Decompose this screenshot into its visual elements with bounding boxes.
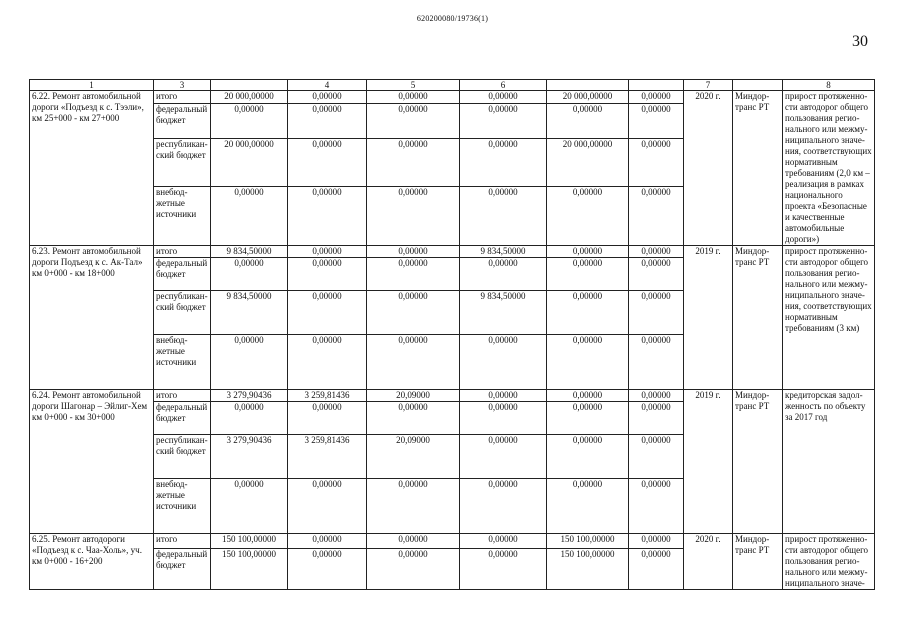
- amount-cell: 3 279,90436: [211, 435, 288, 479]
- amount-cell: 0,00000: [629, 291, 684, 335]
- amount-cell: 0,00000: [629, 91, 684, 104]
- amount-cell: 0,00000: [288, 335, 367, 390]
- amount-cell: 0,00000: [629, 435, 684, 479]
- object-name: 6.24. Ремонт автомобильной дороги Шагонар – Эйлиг-Хем км 0+000 - км 30+000: [30, 390, 154, 534]
- expected-result: прирост протяженности автодорог общего пользования регионального или межмуниципального значения, соответствующих нормативным требованиям (2,0 км – реализация в рамках национального проекта «Безопасные и качественные автомобильные дороги»): [783, 91, 875, 246]
- amount-cell: 0,00000: [460, 548, 547, 589]
- executor: Миндортранс РТ: [733, 534, 783, 590]
- completion-year: 2019 г.: [684, 246, 733, 390]
- header-col-6a: [547, 80, 629, 91]
- amount-cell: 0,00000: [211, 258, 288, 291]
- header-col-6: 6: [460, 80, 547, 91]
- amount-cell: 0,00000: [460, 402, 547, 435]
- amount-cell: 3 279,90436: [211, 390, 288, 402]
- amount-cell: 0,00000: [460, 390, 547, 402]
- amount-cell: 20,09000: [367, 435, 460, 479]
- object-name: 6.25. Ремонт автодороги «Подъезд к с. Чаа-Холь», уч. км 0+000 - 16+200: [30, 534, 154, 590]
- expected-result: кредиторская задолженность по объекту за 2017 год: [783, 390, 875, 534]
- amount-cell: 0,00000: [629, 534, 684, 549]
- amount-cell: 0,00000: [288, 139, 367, 186]
- budget-source-label: внебюджетные источники: [154, 186, 211, 245]
- header-col-3: 3: [154, 80, 211, 91]
- amount-cell: 0,00000: [629, 548, 684, 589]
- amount-cell: 0,00000: [288, 548, 367, 589]
- object-name: 6.23. Ремонт автомобильной дороги Подъезд к с. Ак-Тал» км 0+000 - км 18+000: [30, 246, 154, 390]
- amount-cell: 20 000,00000: [211, 139, 288, 186]
- expected-result: прирост протяженности автодорог общего пользования регионального или межмуниципального значе-: [783, 534, 875, 590]
- budget-source-label: внебюджетные источники: [154, 479, 211, 534]
- document-id: 620200080/19736(1): [416, 14, 489, 23]
- budget-source-label: республиканский бюджет: [154, 139, 211, 186]
- amount-cell: 0,00000: [288, 402, 367, 435]
- amount-cell: 20,09000: [367, 390, 460, 402]
- amount-cell: 0,00000: [547, 103, 629, 139]
- header-col-8: 8: [783, 80, 875, 91]
- budget-source-label: федеральный бюджет: [154, 103, 211, 139]
- executor: Миндортранс РТ: [733, 91, 783, 246]
- table-row: [30, 246, 875, 258]
- amount-cell: 0,00000: [460, 479, 547, 534]
- amount-cell: 0,00000: [460, 186, 547, 245]
- amount-cell: 0,00000: [367, 534, 460, 549]
- amount-cell: 0,00000: [547, 390, 629, 402]
- amount-cell: 20 000,00000: [547, 91, 629, 104]
- header-col-4a: [211, 80, 288, 91]
- amount-cell: 20 000,00000: [547, 139, 629, 186]
- header-col-5: 5: [367, 80, 460, 91]
- table-row: [30, 390, 875, 402]
- amount-cell: 0,00000: [629, 103, 684, 139]
- amount-cell: 0,00000: [629, 402, 684, 435]
- amount-cell: 0,00000: [367, 291, 460, 335]
- header-col-6b: [629, 80, 684, 91]
- amount-cell: 0,00000: [547, 186, 629, 245]
- amount-cell: 0,00000: [211, 402, 288, 435]
- object-name: 6.22. Ремонт автомобильной дороги «Подъезд к с. Тээли», км 25+000 - км 27+000: [30, 91, 154, 246]
- amount-cell: 0,00000: [288, 534, 367, 549]
- budget-source-label: итого: [154, 91, 211, 104]
- amount-cell: 3 259,81436: [288, 435, 367, 479]
- amount-cell: 3 259,81436: [288, 390, 367, 402]
- amount-cell: 0,00000: [460, 534, 547, 549]
- amount-cell: 0,00000: [629, 390, 684, 402]
- amount-cell: 0,00000: [547, 291, 629, 335]
- header-col-1: 1: [30, 80, 154, 91]
- amount-cell: 0,00000: [367, 103, 460, 139]
- amount-cell: 0,00000: [460, 139, 547, 186]
- amount-cell: 0,00000: [629, 139, 684, 186]
- amount-cell: 150 100,00000: [211, 534, 288, 549]
- amount-cell: 0,00000: [547, 258, 629, 291]
- budget-source-label: республиканский бюджет: [154, 291, 211, 335]
- amount-cell: 0,00000: [367, 335, 460, 390]
- amount-cell: 0,00000: [460, 103, 547, 139]
- amount-cell: 0,00000: [288, 91, 367, 104]
- amount-cell: 0,00000: [547, 479, 629, 534]
- amount-cell: 9 834,50000: [211, 246, 288, 258]
- amount-cell: 0,00000: [367, 246, 460, 258]
- expected-result: прирост протяженности автодорог общего пользования регионального или межмуниципального значения, соответствующих нормативным требованиям (3 км): [783, 246, 875, 390]
- amount-cell: 0,00000: [547, 335, 629, 390]
- table-row: [30, 534, 875, 549]
- amount-cell: 0,00000: [367, 258, 460, 291]
- amount-cell: 0,00000: [460, 258, 547, 291]
- completion-year: 2019 г.: [684, 390, 733, 534]
- amount-cell: 0,00000: [629, 479, 684, 534]
- amount-cell: 0,00000: [367, 91, 460, 104]
- budget-source-label: итого: [154, 246, 211, 258]
- amount-cell: 0,00000: [288, 291, 367, 335]
- amount-cell: 0,00000: [460, 335, 547, 390]
- header-col-7a: [733, 80, 783, 91]
- header-col-4: 4: [288, 80, 367, 91]
- amount-cell: 0,00000: [211, 103, 288, 139]
- amount-cell: 0,00000: [288, 258, 367, 291]
- amount-cell: 0,00000: [629, 186, 684, 245]
- amount-cell: 0,00000: [211, 186, 288, 245]
- amount-cell: 150 100,00000: [211, 548, 288, 589]
- page-number: 30: [852, 33, 868, 50]
- amount-cell: 0,00000: [211, 479, 288, 534]
- executor: Миндортранс РТ: [733, 246, 783, 390]
- amount-cell: 9 834,50000: [460, 246, 547, 258]
- executor: Миндортранс РТ: [733, 390, 783, 534]
- completion-year: 2020 г.: [684, 91, 733, 246]
- amount-cell: 0,00000: [288, 103, 367, 139]
- amount-cell: 0,00000: [460, 435, 547, 479]
- amount-cell: 0,00000: [288, 246, 367, 258]
- budget-source-label: федеральный бюджет: [154, 548, 211, 589]
- amount-cell: 0,00000: [460, 91, 547, 104]
- budget-source-label: итого: [154, 534, 211, 549]
- amount-cell: 0,00000: [367, 479, 460, 534]
- amount-cell: 0,00000: [629, 335, 684, 390]
- completion-year: 2020 г.: [684, 534, 733, 590]
- budget-source-label: федеральный бюджет: [154, 402, 211, 435]
- table-row: [30, 91, 875, 104]
- program-table: [29, 79, 875, 590]
- amount-cell: 0,00000: [367, 402, 460, 435]
- budget-source-label: федеральный бюджет: [154, 258, 211, 291]
- amount-cell: 0,00000: [629, 246, 684, 258]
- budget-source-label: внебюджетные источники: [154, 335, 211, 390]
- amount-cell: 0,00000: [211, 335, 288, 390]
- amount-cell: 9 834,50000: [460, 291, 547, 335]
- header-row: [30, 80, 875, 91]
- amount-cell: 0,00000: [367, 139, 460, 186]
- amount-cell: 0,00000: [547, 246, 629, 258]
- amount-cell: 20 000,00000: [211, 91, 288, 104]
- amount-cell: 0,00000: [629, 258, 684, 291]
- amount-cell: 150 100,00000: [547, 534, 629, 549]
- amount-cell: 9 834,50000: [211, 291, 288, 335]
- budget-source-label: итого: [154, 390, 211, 402]
- amount-cell: 0,00000: [288, 186, 367, 245]
- header-col-7: 7: [684, 80, 733, 91]
- amount-cell: 0,00000: [547, 435, 629, 479]
- amount-cell: 0,00000: [367, 548, 460, 589]
- amount-cell: 0,00000: [288, 479, 367, 534]
- amount-cell: 0,00000: [367, 186, 460, 245]
- amount-cell: 150 100,00000: [547, 548, 629, 589]
- amount-cell: 0,00000: [547, 402, 629, 435]
- budget-source-label: республиканский бюджет: [154, 435, 211, 479]
